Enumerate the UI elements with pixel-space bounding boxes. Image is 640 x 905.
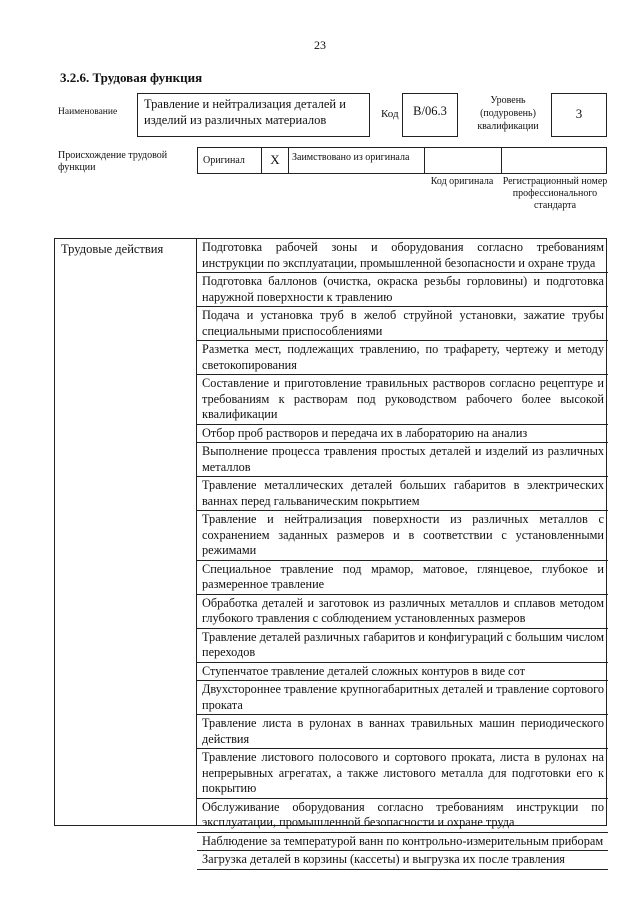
code-value: B/06.3	[413, 104, 447, 118]
action-row: Специальное травление под мрамор, матовое, глянцевое, глубокое и размеренное травление	[197, 561, 608, 595]
action-row: Травление листового полосового и сортового проката, листа в рулонах на непрерывных агрегатах, а также листового металла для подготовки его к покрытию	[197, 749, 608, 799]
function-name-box	[137, 93, 370, 137]
level-value: 3	[575, 106, 583, 121]
action-row: Травление и нейтрализация поверхности из различных металлов с сохранением заданных размеров и в соответствии с установленными режимами	[197, 511, 608, 561]
section-title: 3.2.6. Трудовая функция	[60, 70, 203, 85]
action-list	[197, 239, 608, 870]
name-label: Наименование	[58, 107, 118, 117]
action-row: Выполнение процесса травления простых деталей и изделий из различных металлов	[197, 443, 608, 477]
action-row: Ступенчатое травление деталей сложных контуров в виде сот	[197, 663, 608, 682]
action-row: Обслуживание оборудования согласно требованиям инструкции по эксплуатации, промышленной безопасности и охране труда	[197, 799, 608, 833]
origin-label: Происхождение трудовой функции	[58, 150, 168, 173]
row-header: Трудовые действия	[55, 239, 197, 825]
action-row: Травление листа в рулонах в ваннах травильных машин периодического действия	[197, 715, 608, 749]
action-row: Подготовка баллонов (очистка, окраска резьбы горловины) и подготовка наружной поверхности к травлению	[197, 273, 608, 307]
borrowed-label: Заимствовано из оригинала	[288, 148, 425, 173]
labor-actions-table	[54, 238, 607, 866]
action-row: Обработка деталей и заготовок из различных металлов и сплавов методом глубокого травления с соблюдением установленных размеров	[197, 595, 608, 629]
reg-number-caption: Регистрационный номер профессионального стандарта	[502, 176, 608, 211]
code-original-caption: Код оригинала	[430, 176, 494, 187]
action-row: Отбор проб растворов и передача их в лабораторию на анализ	[197, 425, 608, 444]
action-row: Травление деталей различных габаритов и конфигураций с большим числом переходов	[197, 629, 608, 663]
page-number: 23	[314, 38, 326, 52]
code-original-cell	[425, 148, 502, 173]
action-row: Подача и установка труб в желоб струйной установки, зажатие трубы специальными приспособлениями	[197, 307, 608, 341]
action-row: Загрузка деталей в корзины (кассеты) и выгрузка их после травления	[197, 851, 608, 870]
original-mark: X	[270, 152, 280, 167]
original-cell-divider	[198, 148, 289, 173]
level-label: Уровень (подуровень) квалификации	[477, 95, 539, 132]
code-label: Код	[381, 108, 399, 120]
action-row: Травление металлических деталей больших габаритов в электрических ваннах перед гальваническим покрытием	[197, 477, 608, 511]
code-box	[402, 93, 458, 137]
action-row: Подготовка рабочей зоны и оборудования согласно требованиям инструкции по эксплуатации, промышленной безопасности и охране труда	[197, 239, 608, 273]
action-row: Разметка мест, подлежащих травлению, по трафарету, чертежу и методу светокопирования	[197, 341, 608, 375]
origin-row	[197, 147, 607, 174]
action-row: Двухстороннее травление крупногабаритных деталей и травление сортового проката	[197, 681, 608, 715]
function-name: Травление и нейтрализация деталей и изделий из различных материалов	[144, 97, 346, 127]
action-row: Составление и приготовление травильных растворов согласно рецептуре и требованиям к растворам под руководством рабочего более высокой квалификации	[197, 375, 608, 425]
action-row: Наблюдение за температурой ванн по контрольно-измерительным приборам	[197, 833, 608, 852]
original-label: Оригинал	[198, 148, 262, 173]
level-box	[551, 93, 607, 137]
reg-number-cell	[501, 148, 608, 173]
